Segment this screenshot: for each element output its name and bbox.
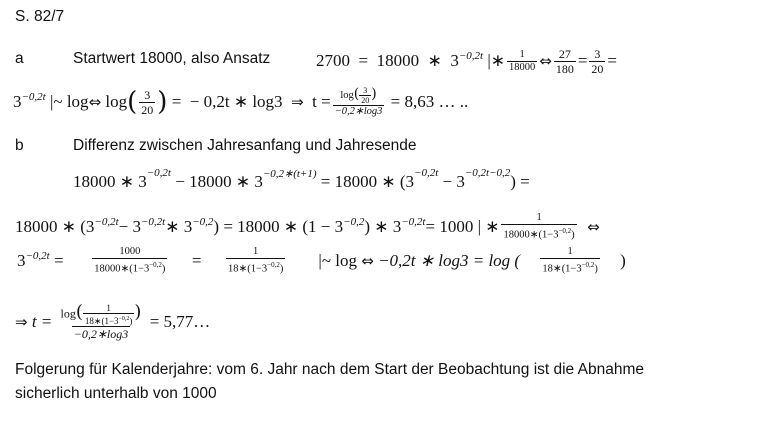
part-a-equation-line1	[316, 45, 617, 77]
part-b-line3: 3 −0,2t = $\frac{1000}{18000∗(1-3^{-0,2})}$ = $\frac{1}{18∗(1-3^{-0,2})}$ |~ log ⇔ −0,2t ∗ log3 = log ( $\frac{1}{18∗(1-3^{-0,2})}$ )	[17, 246, 626, 275]
iff-symbol: ⇔	[539, 52, 552, 70]
l3-fraction-log: $\frac{1}{18∗(1-3^{-0,2})}$	[542, 246, 598, 275]
l2-t-equals: t =	[312, 92, 331, 111]
l2-exponent: −0,2t	[21, 91, 46, 103]
part-b-line1: 18000 ∗ $3^{-0,2t} - 18000$ ∗ $3^{-0,2∗(t+1)} = 18000$ ∗ $(3^{-0,2t} - 3^{-0,2t-0,2})$ =	[73, 167, 530, 191]
fraction-3-over-20: $\frac{3}{20}$	[591, 46, 604, 76]
part-a-label: a	[15, 50, 24, 67]
page-title: S. 82/7	[15, 8, 65, 25]
eq-lhs: 2700	[316, 51, 350, 70]
eq-equals-3: =	[607, 51, 617, 70]
l2-implies: ⇒	[291, 93, 304, 111]
part-b-line2: 18000 ∗ (3 −0,2t − 3 −0,2t ∗ 3 −0,2 ) = 18000 ∗ (1 − 3 −0,2 ) ∗ 3 −0,2t = 1000 | ∗ $\frac{1}{18000∗(1-3^{-0,2})}$ ⇔	[15, 212, 600, 241]
part-b-line4: ⇒ t = log( $\frac{1}{18∗(1-3^{-0,2})}$ ) −0,2∗log3 = 5,77…	[15, 301, 211, 341]
eq-exponent: −0,2t	[458, 50, 484, 62]
fraction-1-over-18000: $\frac{1}{18000}$	[508, 48, 536, 73]
eq-18000: 18000	[376, 51, 420, 70]
l2-t-fraction: log( $\frac{3}{20}$ ) −0,2∗log3	[334, 85, 383, 117]
l2-base: 3	[13, 92, 22, 111]
l2-log: log	[105, 92, 128, 111]
part-a-equation-line2: 3 −0,2t |~ log ⇔ log ( $\frac{3}{20}$ ) = − 0,2t ∗ log3 ⇒ t = log( $\frac{3}{20}$ ) −0,2∗log3 = 8,63 … ..	[13, 85, 469, 117]
l2-equals: =	[171, 92, 182, 111]
l3-fraction-1000: $\frac{1000}{18000∗(1-3^{-0,2})}$	[94, 246, 166, 275]
l2b-fraction: $\frac{1}{18000∗(1-3^{-0,2})}$	[503, 212, 575, 241]
eq-base: 3	[450, 51, 459, 70]
eq-bar: |∗	[487, 51, 505, 70]
part-a-intro: Startwert 18000, also Ansatz	[73, 50, 271, 67]
l2-log-op: |~ log	[49, 92, 89, 111]
part-b-label: b	[15, 137, 24, 154]
l2-rhs: − 0,2t ∗ log3	[189, 92, 283, 111]
fraction-27-over-180: $\frac{27}{180}$	[555, 46, 574, 76]
l3-fraction-1: $\frac{1}{18∗(1-3^{-0,2})}$	[227, 246, 284, 275]
l4-t-fraction: log( $\frac{1}{18∗(1-3^{-0,2})}$ ) −0,2∗log3	[60, 301, 142, 341]
eq-equals: =	[358, 51, 369, 70]
l2-result: = 8,63 … ..	[390, 92, 469, 111]
conclusion-line-1: Folgerung für Kalenderjahre: vom 6. Jahr nach dem Start der Beobachtung ist die Abnahme	[15, 361, 644, 378]
eq-times: ∗	[427, 51, 442, 70]
l2-fraction-3-20: $\frac{3}{20}$	[141, 87, 154, 117]
part-b-intro: Differenz zwischen Jahresanfang und Jahresende	[73, 137, 417, 154]
conclusion-line-2: sicherlich unterhalb von 1000	[15, 385, 217, 402]
eq-equals-2: =	[577, 51, 588, 70]
l2-iff: ⇔	[88, 93, 102, 111]
